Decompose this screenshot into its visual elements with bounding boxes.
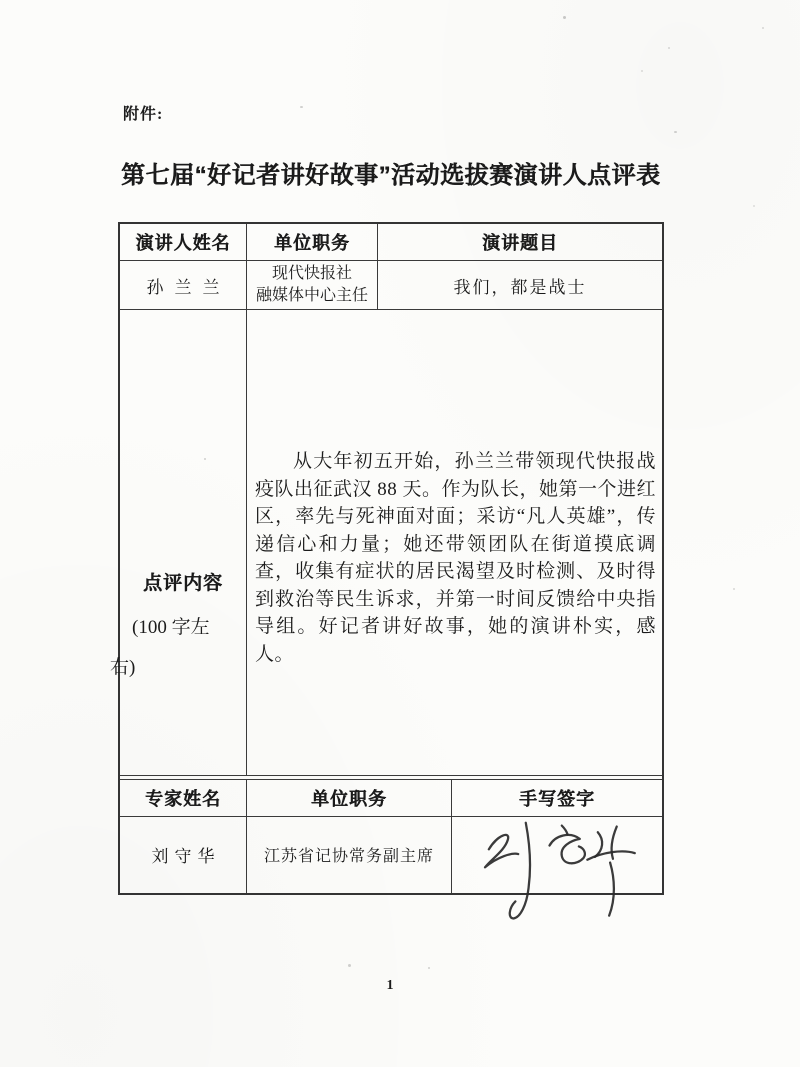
scan-speck bbox=[762, 27, 764, 29]
signature-stroke bbox=[562, 825, 568, 834]
speaker-unit-line1: 现代快报社 bbox=[271, 265, 352, 283]
col-header-signature: 手写签字 bbox=[452, 780, 662, 817]
speaker-section bbox=[120, 224, 662, 310]
page-number: 1 bbox=[386, 978, 394, 993]
col-header-expert-name: 专家姓名 bbox=[120, 780, 247, 817]
scan-speck bbox=[641, 70, 643, 72]
signature-stroke bbox=[612, 826, 617, 858]
comment-note-line1: (100 字左 bbox=[132, 617, 210, 638]
expert-section bbox=[120, 779, 662, 893]
col-header-speaker-name: 演讲人姓名 bbox=[120, 224, 247, 261]
scan-speck bbox=[300, 106, 303, 108]
speaker-unit-line2: 融媒体中心主任 bbox=[255, 287, 368, 304]
scan-speck bbox=[668, 47, 670, 49]
evaluation-table bbox=[110, 222, 664, 895]
col-header-unit-title: 单位职务 bbox=[247, 224, 378, 261]
speaker-unit-cell bbox=[247, 261, 378, 310]
col-header-speech-topic: 演讲题目 bbox=[378, 224, 662, 261]
scan-speck bbox=[674, 131, 677, 133]
comment-label: 点评内容 bbox=[142, 573, 223, 594]
comment-text-cell bbox=[247, 310, 662, 776]
speech-topic-cell: 我们，都是战士 bbox=[378, 261, 662, 310]
signature-stroke bbox=[595, 832, 602, 857]
handwritten-signature bbox=[468, 811, 648, 935]
scan-speck bbox=[753, 205, 755, 207]
comment-section bbox=[110, 310, 662, 776]
document-title: 第七届“好记者讲好故事”活动选拔赛演讲人点评表 bbox=[121, 162, 661, 189]
attachment-label: 附件: bbox=[123, 106, 164, 123]
expert-name-cell: 刘守华 bbox=[120, 817, 247, 893]
signature-cell bbox=[452, 817, 662, 893]
comment-text: 从大年初五开始，孙兰兰带领现代快报战疫队出征武汉 88 天。作为队长，她第一个进红区，率先与死神面对面；采访“凡人英雄”，传递信心和力量；她还带领团队在街道摸底调查，收集有症状的居民渴望及时检测、及时得到救治等民生诉求，并第一时间反馈给中央指导组。好记者讲好故事，她的演讲朴实，感人。 bbox=[255, 451, 657, 665]
comment-label-cell bbox=[110, 310, 247, 776]
comment-note-line2: 右) bbox=[110, 657, 136, 678]
speaker-name-cell: 孙兰兰 bbox=[120, 261, 247, 310]
signature-stroke bbox=[510, 822, 530, 918]
expert-unit-cell: 江苏省记协常务副主席 bbox=[247, 817, 452, 893]
scan-speck bbox=[733, 588, 735, 590]
scan-speck bbox=[428, 967, 430, 969]
scan-speck bbox=[563, 16, 566, 19]
signature-stroke bbox=[609, 862, 614, 915]
scan-speck bbox=[348, 964, 351, 967]
signature-stroke bbox=[485, 834, 518, 866]
col-header-expert-unit: 单位职务 bbox=[247, 780, 452, 817]
signature-stroke bbox=[549, 834, 584, 862]
